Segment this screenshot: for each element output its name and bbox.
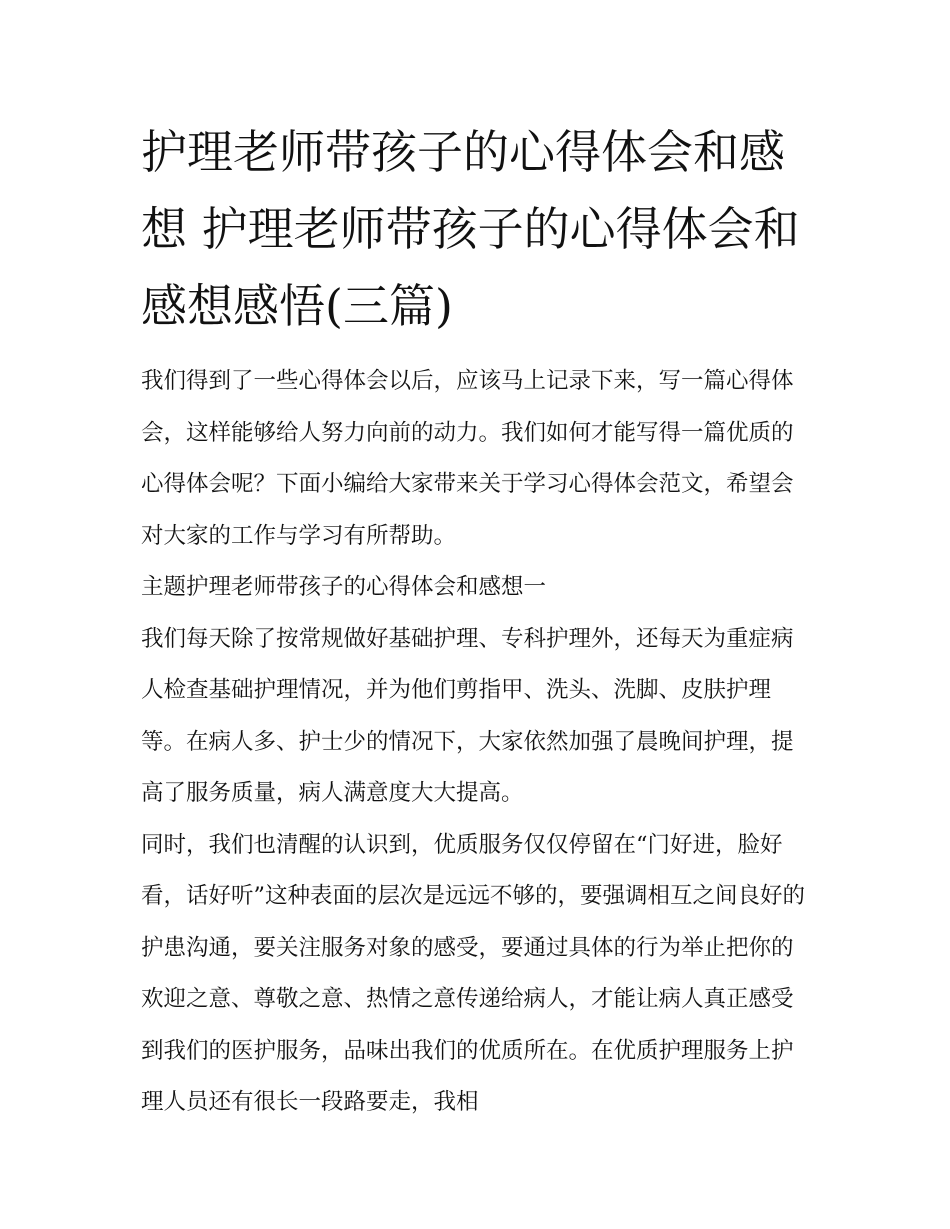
body-paragraph: 同时，我们也清醒的认识到，优质服务仅仅停留在“门好进，脸好看，话好听”这种表面的层次是远远不够的，要强调相互之间良好的护患沟通，要关注服务对象的感受，要通过具体的行为举止把你的欢迎之意、尊敬之意、热情之意传递给病人，才能让病人真正感受到我们的医护服务，品味出我们的优质所在。在优质护理服务上护理人员还有很长一段路要走，我相: [141, 831, 806, 1115]
document-body: [141, 356, 813, 1129]
section-heading: 主题护理老师带孩子的心得体会和感想一: [141, 574, 547, 600]
document-title: 护理老师带孩子的心得体会和感想 护理老师带孩子的心得体会和感想感悟(三篇): [141, 125, 800, 333]
intro-paragraph: 我们得到了一些心得体会以后，应该马上记录下来，写一篇心得体会，这样能够给人努力向前的动力。我们如何才能写得一篇优质的心得体会呢？下面小编给大家带来关于学习心得体会范文，希望会对大家的工作与学习有所帮助。: [141, 368, 794, 549]
body-paragraph: 我们每天除了按常规做好基础护理、专科护理外，还每天为重症病人检查基础护理情况，并为他们剪指甲、洗头、洗脚、皮肤护理等。在病人多、护士少的情况下，大家依然加强了晨晚间护理，提高了服务质量，病人满意度大大提高。: [141, 625, 794, 806]
